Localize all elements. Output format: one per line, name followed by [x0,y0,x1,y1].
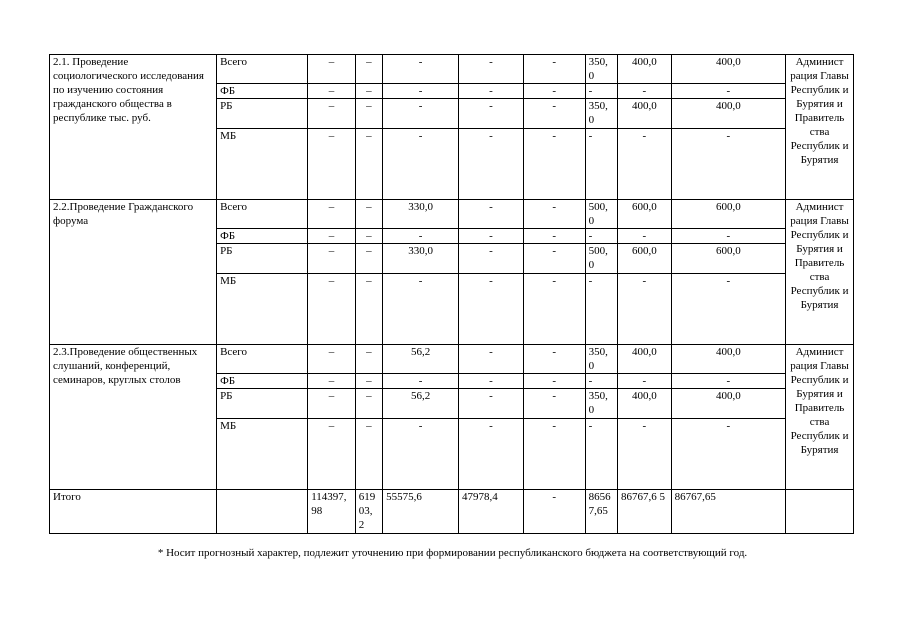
table-row [50,345,854,374]
value-cell: – [355,129,382,200]
total-value-cell: 86767,6 5 [617,490,671,534]
value-cell: - [383,229,459,244]
source-label: РБ [217,389,308,419]
value-cell: - [617,374,671,389]
source-label: РБ [217,244,308,274]
value-cell: - [523,84,585,99]
empty-cell [786,490,854,534]
value-cell: 600,0 [671,200,785,229]
source-label: МБ [217,274,308,345]
value-cell: – [308,84,356,99]
value-cell: 500, 0 [585,244,617,274]
source-label: Всего [217,345,308,374]
total-value-cell: 114397, 98 [308,490,356,534]
value-cell: 600,0 [617,244,671,274]
responsible-org: Админист рация Главы Республик и Бурятия и Правитель ства Республик и Бурятия [786,345,854,490]
value-cell: – [355,229,382,244]
total-row [50,490,854,534]
source-label: МБ [217,419,308,490]
total-value-cell: 55575,6 [383,490,459,534]
total-value-cell: 86767,65 [671,490,785,534]
value-cell: – [308,274,356,345]
table-row [50,200,854,229]
value-cell: - [585,229,617,244]
value-cell: - [459,345,524,374]
value-cell: - [459,374,524,389]
value-cell: - [523,274,585,345]
value-cell: – [355,345,382,374]
value-cell: – [308,229,356,244]
value-cell: – [308,200,356,229]
value-cell: 56,2 [383,389,459,419]
value-cell: 350, 0 [585,345,617,374]
value-cell: - [459,55,524,84]
value-cell: - [383,374,459,389]
value-cell: 330,0 [383,200,459,229]
source-label: МБ [217,129,308,200]
responsible-org: Админист рация Главы Республик и Бурятия и Правитель ства Республик и Бурятия [786,200,854,345]
value-cell: 400,0 [617,389,671,419]
value-cell: - [459,129,524,200]
value-cell: - [523,200,585,229]
value-cell: – [308,345,356,374]
value-cell: - [671,274,785,345]
value-cell: – [355,55,382,84]
value-cell: - [617,129,671,200]
value-cell: - [459,84,524,99]
value-cell: - [383,274,459,345]
value-cell: - [459,419,524,490]
section-title: 2.2.Проведение Гражданского форума [50,200,217,345]
value-cell: - [671,374,785,389]
value-cell: - [617,84,671,99]
value-cell: - [585,419,617,490]
value-cell: 400,0 [671,55,785,84]
value-cell: – [355,99,382,129]
value-cell: - [523,129,585,200]
section-title: 2.1. Проведение социологического исследования по изучению состояния гражданского общества в республике тыс. руб. [50,55,217,200]
empty-cell [217,490,308,534]
value-cell: - [523,374,585,389]
table-body [50,55,854,534]
value-cell: 350, 0 [585,55,617,84]
value-cell: 500, 0 [585,200,617,229]
value-cell: – [355,419,382,490]
total-value-cell: 619 03, 2 [355,490,382,534]
responsible-org: Админист рация Главы Республик и Бурятия и Правитель ства Республик и Бурятия [786,55,854,200]
value-cell: - [585,84,617,99]
source-label: Всего [217,200,308,229]
value-cell: - [383,84,459,99]
total-label: Итого [50,490,217,534]
value-cell: – [355,84,382,99]
value-cell: - [671,84,785,99]
value-cell: – [355,374,382,389]
value-cell: - [585,274,617,345]
value-cell: - [671,129,785,200]
value-cell: 400,0 [617,55,671,84]
value-cell: - [617,419,671,490]
budget-table [49,54,854,534]
value-cell: 400,0 [671,389,785,419]
value-cell: – [308,244,356,274]
value-cell: - [459,389,524,419]
source-label: ФБ [217,374,308,389]
value-cell: – [355,389,382,419]
value-cell: - [459,229,524,244]
value-cell: - [459,274,524,345]
value-cell: - [459,244,524,274]
value-cell: - [585,374,617,389]
value-cell: – [355,244,382,274]
value-cell: – [308,99,356,129]
value-cell: 600,0 [671,244,785,274]
section-title: 2.3.Проведение общественных слушаний, конференций, семинаров, круглых столов [50,345,217,490]
total-value-cell: - [523,490,585,534]
source-label: ФБ [217,84,308,99]
value-cell: - [671,229,785,244]
value-cell: - [523,229,585,244]
value-cell: - [523,345,585,374]
value-cell: - [523,389,585,419]
source-label: Всего [217,55,308,84]
value-cell: 350, 0 [585,99,617,129]
value-cell: - [523,419,585,490]
value-cell: 330,0 [383,244,459,274]
value-cell: - [523,99,585,129]
footnote: * Носит прогнозный характер, подлежит уточнению при формировании республиканского бюджета на соответствующий год. [157,547,748,559]
value-cell: – [308,419,356,490]
value-cell: - [383,129,459,200]
value-cell: 400,0 [617,345,671,374]
source-label: ФБ [217,229,308,244]
table-row [50,55,854,84]
value-cell: 400,0 [671,99,785,129]
value-cell: - [459,200,524,229]
total-value-cell: 8656 7,65 [585,490,617,534]
value-cell: – [308,374,356,389]
source-label: РБ [217,99,308,129]
value-cell: - [523,244,585,274]
value-cell: – [355,274,382,345]
total-value-cell: 47978,4 [459,490,524,534]
value-cell: 600,0 [617,200,671,229]
value-cell: - [585,129,617,200]
value-cell: 350, 0 [585,389,617,419]
value-cell: 400,0 [671,345,785,374]
value-cell: - [617,274,671,345]
value-cell: - [383,419,459,490]
value-cell: – [355,200,382,229]
value-cell: - [523,55,585,84]
value-cell: – [308,55,356,84]
value-cell: 400,0 [617,99,671,129]
value-cell: - [383,55,459,84]
value-cell: - [459,99,524,129]
value-cell: - [383,99,459,129]
value-cell: - [671,419,785,490]
value-cell: – [308,389,356,419]
value-cell: – [308,129,356,200]
value-cell: 56,2 [383,345,459,374]
value-cell: - [617,229,671,244]
